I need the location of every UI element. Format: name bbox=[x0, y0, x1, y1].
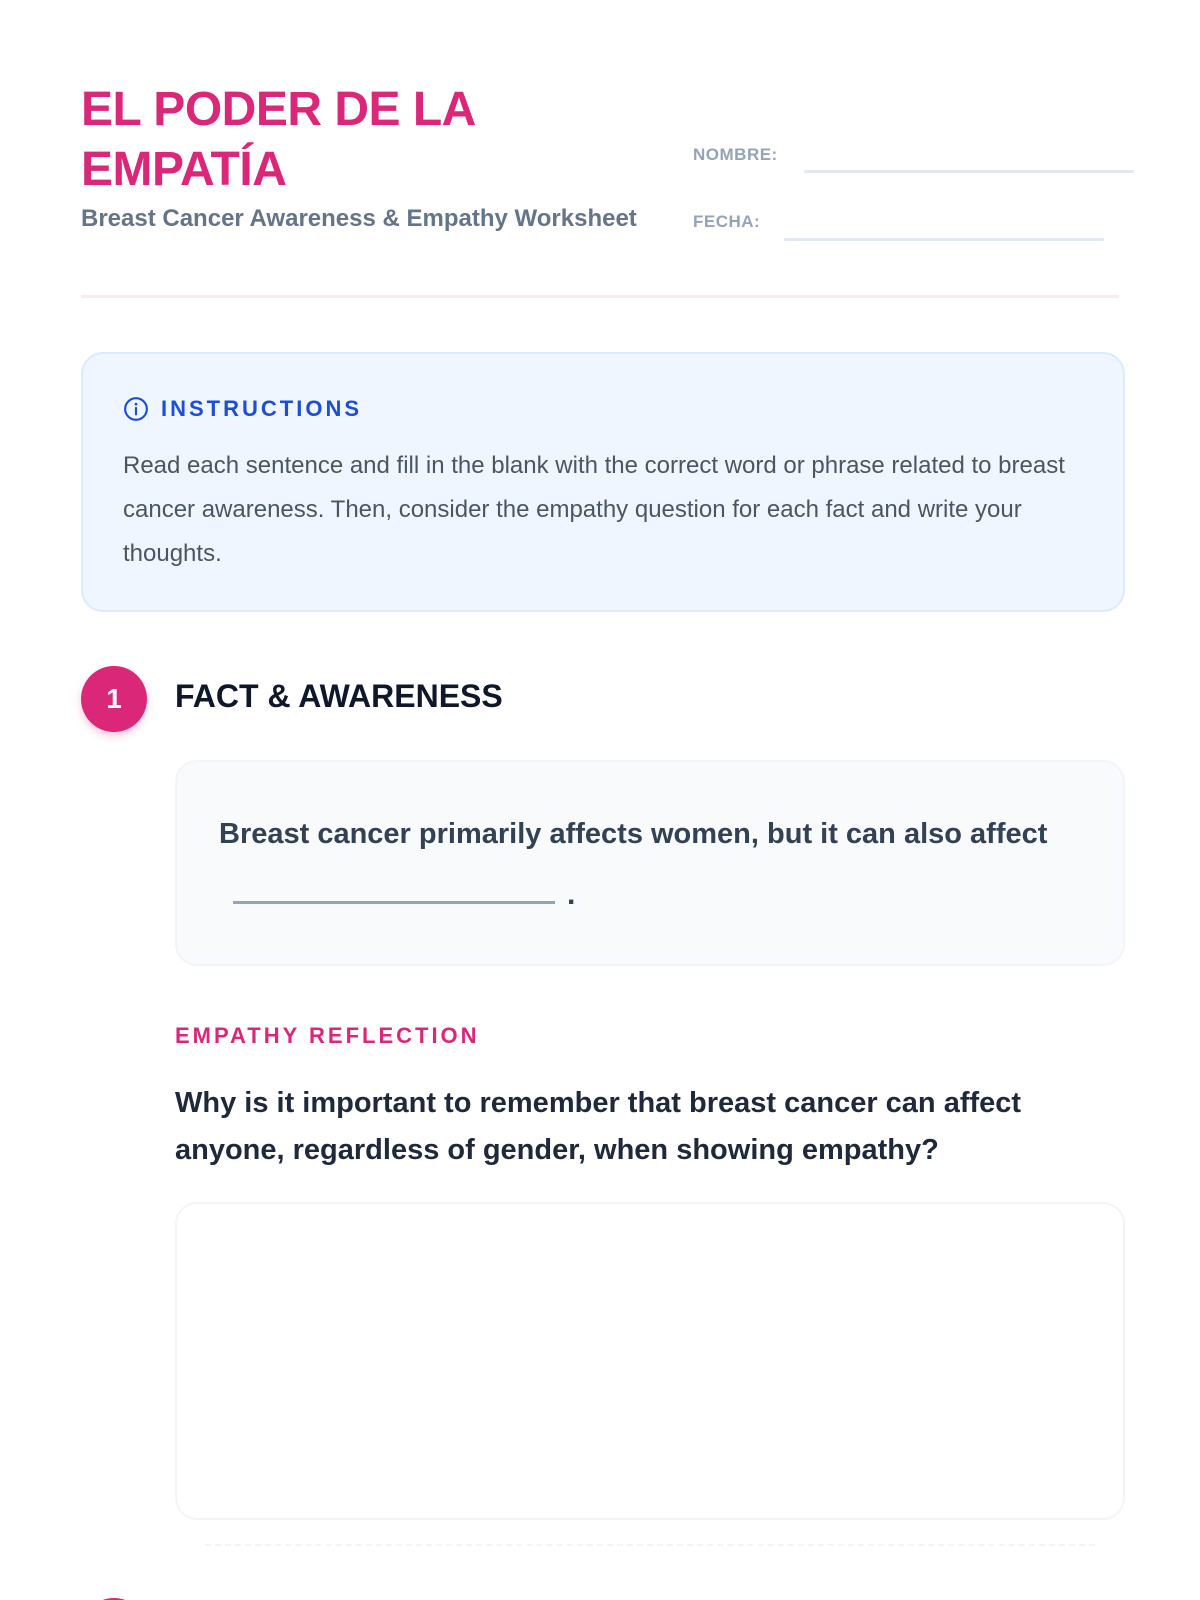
page-subtitle: Breast Cancer Awareness & Empathy Worksheet bbox=[81, 205, 637, 232]
instructions-header bbox=[123, 392, 1083, 426]
instructions-box bbox=[81, 352, 1125, 612]
section-divider bbox=[205, 1544, 1095, 1546]
reflection-label: EMPATHY REFLECTION bbox=[175, 1023, 480, 1048]
instructions-title: INSTRUCTIONS bbox=[161, 396, 362, 421]
name-field[interactable] bbox=[804, 170, 1134, 173]
fill-in-blank[interactable] bbox=[233, 901, 555, 904]
reflection-question: Why is it important to remember that breast cancer can affect anyone, regardless of gender, when showing empathy? bbox=[175, 1087, 1022, 1166]
header bbox=[81, 0, 1119, 298]
date-label: FECHA: bbox=[693, 212, 761, 231]
fact-text: Breast cancer primarily affects women, but it can also affect bbox=[219, 818, 1048, 850]
section-number-badge: 1 bbox=[81, 666, 147, 732]
date-field[interactable] bbox=[784, 238, 1104, 241]
fact-box bbox=[175, 760, 1125, 966]
instructions-text: Read each sentence and fill in the blank with the correct word or phrase related to breast cancer awareness. Then, consider the empathy question for each fact and write your thoughts. bbox=[123, 452, 1065, 567]
page-title: EL PODER DE LA EMPATÍA bbox=[81, 83, 475, 196]
info-icon bbox=[123, 396, 149, 422]
section-title: FACT & AWARENESS bbox=[175, 678, 503, 714]
name-label: NOMBRE: bbox=[693, 145, 778, 164]
reflection-answer-box[interactable] bbox=[175, 1202, 1125, 1520]
fill-blank-row bbox=[219, 870, 1081, 910]
fact-end-punctuation: . bbox=[567, 878, 576, 911]
